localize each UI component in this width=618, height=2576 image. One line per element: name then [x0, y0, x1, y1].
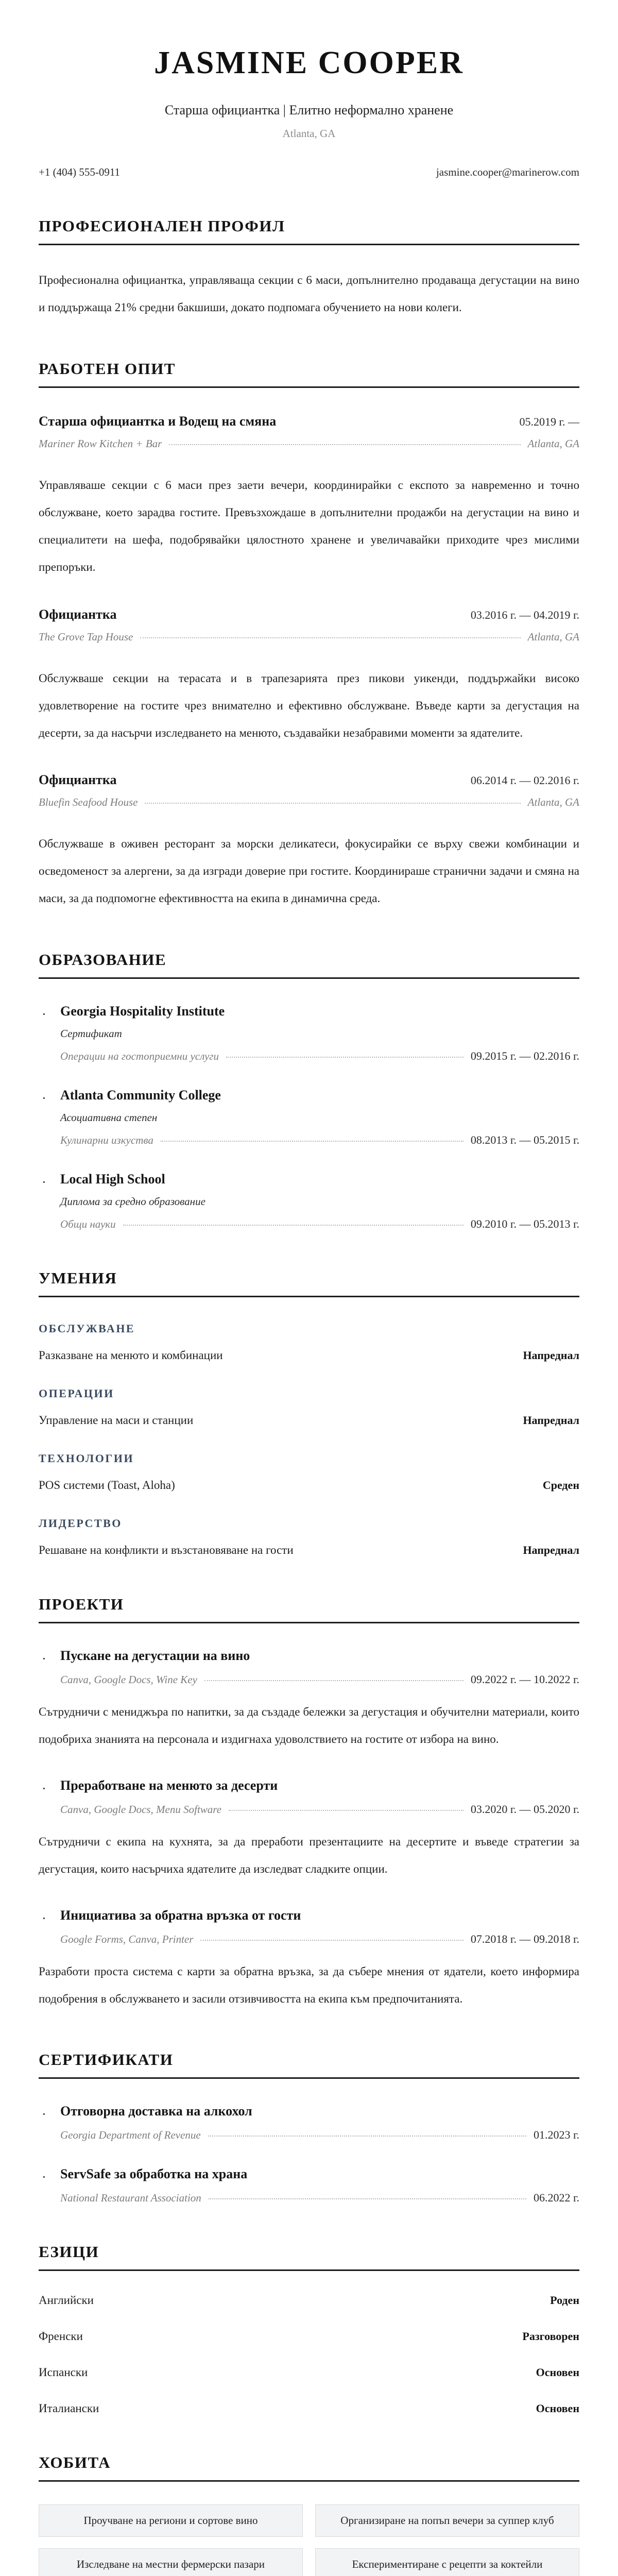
dotted-leader — [209, 2198, 526, 2199]
language-row — [39, 2294, 579, 2307]
skill-name: Решаване на конфликти и възстановяване на гости — [39, 1544, 294, 1557]
job-subrow — [39, 796, 579, 809]
hobby-chip: Организиране на попъп вечери за суппер клуб — [315, 2504, 579, 2537]
language-level: Разговорен — [522, 2330, 579, 2343]
project-dates: 09.2022 г. — 10.2022 г. — [470, 1673, 579, 1686]
project-description: Разработи проста система с карти за обратна връзка, за да събере мнения от ядатели, което информира подобрения в обслужването и засили отзивчивостта на екипа към предпочитанията. — [39, 1964, 579, 2005]
project-subrow — [60, 1803, 579, 1816]
job-role: Официантка — [39, 606, 117, 622]
project-name: Пускане на дегустации на вино — [60, 1648, 250, 1664]
school-subrow — [60, 1217, 579, 1231]
language-name: Френски — [39, 2330, 83, 2343]
dotted-leader — [208, 2136, 526, 2137]
certification-date: 01.2023 г. — [533, 2128, 579, 2142]
skill-level: Напреднал — [523, 1414, 579, 1427]
language-name: Английски — [39, 2294, 94, 2307]
contact-row — [39, 166, 579, 179]
hobby-chip: Изследване на местни фермерски пазари — [39, 2548, 303, 2576]
skill-group — [39, 1322, 579, 1362]
project-tools: Google Forms, Canva, Printer — [60, 1933, 194, 1945]
section-hobbies — [39, 2453, 579, 2576]
certification-name: ServSafe за обработка на храна — [60, 2166, 248, 2182]
section-profile — [39, 217, 579, 321]
school-field: Кулинарни изкуства — [60, 1134, 153, 1147]
project-dates: 03.2020 г. — 05.2020 г. — [470, 1802, 579, 1816]
job-subrow — [39, 631, 579, 643]
skill-group — [39, 1517, 579, 1557]
dotted-leader — [161, 1141, 464, 1142]
hobby-chip: Проучване на региони и сортове вино — [39, 2504, 303, 2537]
job-description: Обслужваше в оживен ресторант за морски деликатеси, фокусирайки се върху свежи комбинации и осведоменост за алергени, за да изгради доверие при гостите. Координираше странични задачи и смяна на маси, за да подпомогне ефективността на екипа в динамична среда. — [39, 837, 579, 905]
dotted-leader — [229, 1810, 464, 1811]
section-projects — [39, 1595, 579, 2012]
skill-name: Разказване на менюто и комбинации — [39, 1349, 223, 1362]
language-level: Основен — [536, 2366, 579, 2379]
job-location: Atlanta, GA — [527, 796, 579, 809]
project-dates: 07.2018 г. — 09.2018 г. — [470, 1932, 579, 1945]
job-description: Обслужваше секции на терасата и в трапезарията през пикови уикенди, поддържайки високо удовлетворение на гостите чрез внимателно и ефективно обслужване. Въведе карти за дегустация на десерти, за да насърчи изследването на менюто, създавайки незабравими моменти за ядателите. — [39, 671, 579, 739]
project-description: Сътрудничи с екипа на кухнята, за да преработи презентациите на десертите и въведе стратегии за дегустация, които насърчиха ядателите да изследват сладките опции. — [39, 1835, 579, 1875]
profile-summary: Професионална официантка, управляваща секции с 6 маси, допълнително продаваща дегустации на вино и поддържаща 21% средни бакшиши, докато подпомага обучението на нови колеги. — [39, 274, 579, 314]
candidate-location: Atlanta, GA — [282, 127, 336, 140]
section-title-profile: ПРОФЕСИОНАЛЕН ПРОФИЛ — [39, 217, 579, 245]
skill-group — [39, 1387, 579, 1427]
skill-category: ОБСЛУЖВАНЕ — [39, 1322, 135, 1335]
job-location: Atlanta, GA — [527, 437, 579, 450]
school-degree: Диплома за средно образование — [60, 1195, 205, 1208]
project-tools: Canva, Google Docs, Menu Software — [60, 1803, 222, 1816]
language-level: Роден — [550, 2294, 579, 2307]
certification-subrow — [60, 2191, 579, 2205]
job-subrow — [39, 437, 579, 450]
bullet-icon: · — [42, 1007, 46, 1022]
job-role: Старша официантка и Водещ на смяна — [39, 414, 277, 429]
project-name: Инициатива за обратна връзка от гости — [60, 1907, 301, 1923]
section-title-certifications: СЕРТИФИКАТИ — [39, 2050, 579, 2079]
certification-entry — [39, 2104, 579, 2142]
dotted-leader — [140, 637, 520, 638]
hobby-chip: Експериментиране с рецепти за коктейли — [315, 2548, 579, 2576]
job-head — [39, 607, 579, 622]
section-experience — [39, 360, 579, 912]
language-row — [39, 2402, 579, 2415]
school-field: Операции на гостоприемни услуги — [60, 1050, 219, 1063]
job-company: Mariner Row Kitchen + Bar — [39, 437, 162, 450]
project-entry — [39, 1908, 579, 2013]
bullet-icon: · — [42, 2170, 46, 2185]
dotted-leader — [204, 1680, 464, 1681]
dotted-leader — [226, 1057, 464, 1058]
bullet-icon: · — [42, 1781, 46, 1796]
school-name: Georgia Hospitality Institute — [60, 1004, 225, 1019]
school-name: Local High School — [60, 1172, 165, 1187]
job-entry — [39, 414, 579, 581]
job-head — [39, 772, 579, 788]
job-dates: 03.2016 г. — 04.2019 г. — [470, 608, 579, 621]
language-name: Италиански — [39, 2402, 99, 2415]
skill-row — [39, 1479, 579, 1492]
school-dates: 09.2010 г. — 05.2013 г. — [470, 1217, 579, 1231]
job-description: Управляваше секции с 6 маси през заети вечери, координирайки с експото за навременно и точно обслужване, което зарадва гостите. Превъзхождаше в допълнителни продажби на дегустации на вино и специалитети на шефа, подобрявайки цялостното хранене и увеличавайки приходите чрез мислими препоръки. — [39, 479, 579, 573]
certification-entry — [39, 2166, 579, 2205]
job-entry — [39, 607, 579, 747]
language-name: Испански — [39, 2366, 88, 2379]
skill-row — [39, 1544, 579, 1557]
school-name: Atlanta Community College — [60, 1088, 221, 1103]
candidate-name: JASMINE COOPER — [154, 45, 464, 80]
skill-group — [39, 1452, 579, 1492]
skill-row — [39, 1414, 579, 1427]
certification-name: Отговорна доставка на алкохол — [60, 2104, 252, 2119]
skill-category: ТЕХНОЛОГИИ — [39, 1452, 134, 1465]
job-company: Bluefin Seafood House — [39, 796, 138, 809]
dotted-leader — [145, 803, 520, 804]
school-field: Общи науки — [60, 1218, 116, 1231]
education-entry — [39, 1172, 579, 1231]
certification-subrow — [60, 2128, 579, 2142]
resume-header — [39, 45, 579, 179]
education-entry — [39, 1004, 579, 1063]
certification-issuer: National Restaurant Association — [60, 2192, 201, 2205]
hobby-grid — [39, 2504, 579, 2576]
section-title-skills: УМЕНИЯ — [39, 1269, 579, 1297]
bullet-icon: · — [42, 1175, 46, 1190]
section-languages — [39, 2243, 579, 2415]
skill-level: Напреднал — [523, 1544, 579, 1557]
job-dates: 06.2014 г. — 02.2016 г. — [470, 774, 579, 787]
project-tools: Canva, Google Docs, Wine Key — [60, 1673, 197, 1686]
certification-date: 06.2022 г. — [533, 2191, 579, 2205]
job-head — [39, 414, 579, 429]
school-subrow — [60, 1049, 579, 1063]
dotted-leader — [169, 444, 520, 445]
dotted-leader — [123, 1225, 464, 1226]
section-title-education: ОБРАЗОВАНИЕ — [39, 951, 579, 979]
project-subrow — [60, 1933, 579, 1946]
project-description: Сътрудничи с мениджъра по напитки, за да създаде бележки за дегустация и обучителни материали, които подобриха знанията на персонала и издигнаха удоволствието на гостите от избора на вино. — [39, 1705, 579, 1746]
section-certifications — [39, 2050, 579, 2205]
section-title-hobbies: ХОБИТА — [39, 2453, 579, 2482]
language-row — [39, 2366, 579, 2379]
certification-issuer: Georgia Department of Revenue — [60, 2129, 201, 2142]
project-entry — [39, 1778, 579, 1883]
bullet-icon: · — [42, 1910, 46, 1926]
skill-category: ОПЕРАЦИИ — [39, 1387, 114, 1400]
email-address: jasmine.cooper@marinerow.com — [436, 166, 579, 179]
job-entry — [39, 772, 579, 912]
bullet-icon: · — [42, 2107, 46, 2122]
skill-category: ЛИДЕРСТВО — [39, 1517, 122, 1530]
section-title-languages: ЕЗИЦИ — [39, 2243, 579, 2271]
language-row — [39, 2330, 579, 2343]
project-name: Преработване на менюто за десерти — [60, 1777, 278, 1793]
school-dates: 09.2015 г. — 02.2016 г. — [470, 1049, 579, 1063]
dotted-leader — [200, 1940, 464, 1941]
bullet-icon: · — [42, 1091, 46, 1106]
section-title-projects: ПРОЕКТИ — [39, 1595, 579, 1623]
education-entry — [39, 1088, 579, 1147]
skill-name: Управление на маси и станции — [39, 1414, 194, 1427]
skill-row — [39, 1349, 579, 1362]
language-level: Основен — [536, 2402, 579, 2415]
school-degree: Асоциативна степен — [60, 1111, 158, 1124]
job-company: The Grove Tap House — [39, 630, 133, 643]
bullet-icon: · — [42, 1651, 46, 1667]
school-subrow — [60, 1133, 579, 1147]
section-skills — [39, 1269, 579, 1557]
school-dates: 08.2013 г. — 05.2015 г. — [470, 1133, 579, 1147]
job-role: Официантка — [39, 772, 117, 788]
skill-level: Напреднал — [523, 1349, 579, 1362]
skill-name: POS системи (Toast, Aloha) — [39, 1479, 175, 1492]
skill-level: Среден — [542, 1479, 579, 1492]
section-title-experience: РАБОТЕН ОПИТ — [39, 360, 579, 388]
phone-number: +1 (404) 555-0911 — [39, 166, 121, 179]
candidate-headline: Старша официантка | Елитно неформално хранене — [164, 103, 454, 118]
job-location: Atlanta, GA — [527, 630, 579, 643]
school-degree: Сертификат — [60, 1027, 122, 1040]
project-entry — [39, 1648, 579, 1753]
section-education — [39, 951, 579, 1231]
project-subrow — [60, 1673, 579, 1686]
job-dates: 05.2019 г. — — [519, 415, 579, 429]
